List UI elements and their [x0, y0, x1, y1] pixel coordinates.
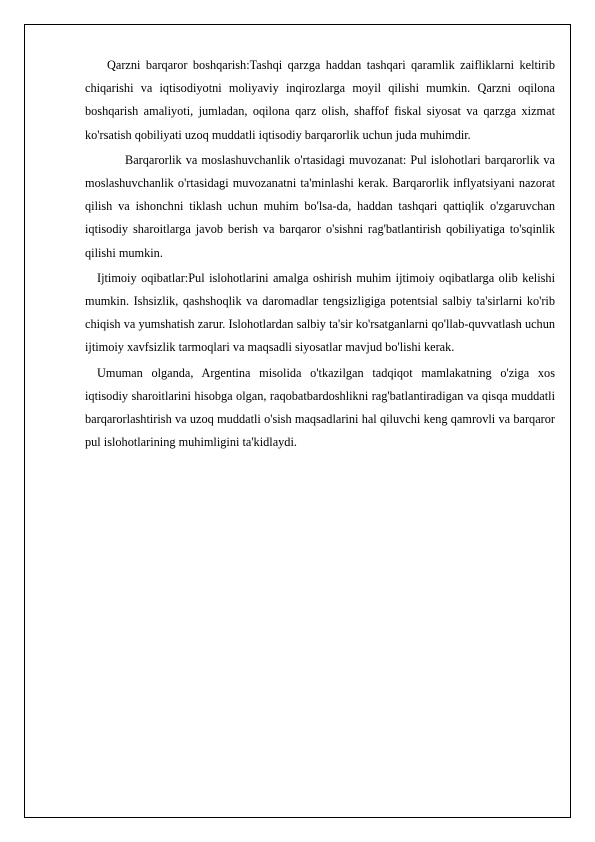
paragraph-social-consequences: Ijtimoiy oqibatlar:Pul islohotlarini amalga oshirish muhim ijtimoiy oqibatlarga olib kelishi mumkin. Ishsizlik, qashshoqlik va daromadlar tengsizligiga potentsial salbiy ta'sirlarni ko'rib chiqish va yumshatish zarur. Islohotlardan salbiy ta'sir ko'rsatganlarni qo'llab-quvvatlash uchun ijtimoiy xavfsizlik tarmoqlari va maqsadli siyosatlar mavjud bo'lishi kerak. [85, 270, 555, 355]
paragraph-debt-management: Qarzni barqaror boshqarish:Tashqi qarzga haddan tashqari qaramlik zaifliklarni keltirib chiqarishi va iqtisodiyotni moliyaviy inqirozlarga moyil qilishi mumkin. Qarzni oqilona boshqarish amaliyoti, jumladan, oqilona qarz olish, shaffof fiskal siyosat va qarzga xizmat ko'rsatish qobiliyati uzoq muddatli iqtisodiy barqarorlik uchun juda muhimdir. [85, 58, 555, 142]
paragraph-conclusion: Umuman olganda, Argentina misolida o'tkazilgan tadqiqot mamlakatning o'ziga xos iqtisodiy sharoitlarini hisobga olgan, raqobatbardoshlikni rag'batlantiradigan va qisqa muddatli barqarorlashtirish va uzoq muddatli o'sish maqsadlarini hal qiluvchi keng qamrovli va barqaror pul islohotlarining muhimligini ta'kidlaydi. [85, 365, 555, 450]
paragraph-stability-flexibility: Barqarorlik va moslashuvchanlik o'rtasidagi muvozanat: Pul islohotlari barqarorlik va moslashuvchanlik o'rtasidagi muvozanatni ta'minlashi kerak. Barqarorlik inflyatsiyani nazorat qilish va ishonchni tiklash uchun muhim bo'lsa-da, haddan tashqari qattiqlik o'zgaruvchan iqtisodiy sharoitlarga javob berish va barqaror o'sishni rag'batlantirish qobiliyatiga to'sqinlik qilishi mumkin. [85, 152, 555, 260]
document-body [85, 54, 555, 456]
